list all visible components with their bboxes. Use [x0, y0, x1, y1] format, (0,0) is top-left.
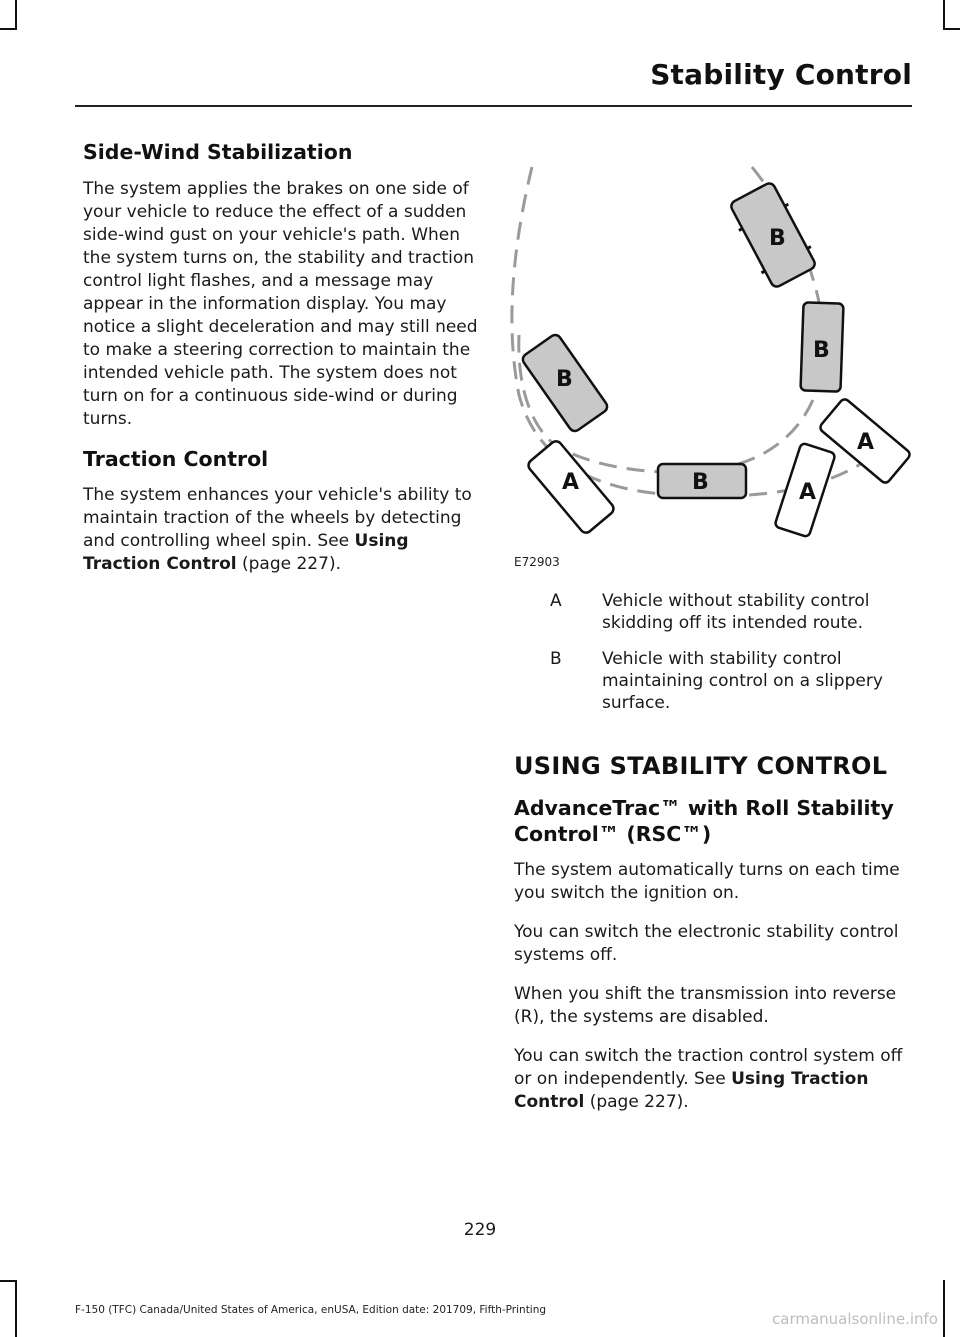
right-column — [514, 590, 914, 1130]
figure-code: E72903 — [514, 555, 560, 569]
page-title: Stability Control — [650, 58, 912, 91]
legend-key-b: B — [550, 649, 562, 669]
label-a-2: A — [799, 480, 817, 505]
crop-mark-top-right-h — [943, 28, 960, 30]
label-b-4: B — [692, 470, 709, 495]
legend-text-a: Vehicle without stability control skidding off its intended route. — [602, 591, 870, 633]
paragraph-4 — [514, 1045, 914, 1114]
advancetrac-heading: AdvanceTrac™ with Roll Stability Control™ (RSC™) — [514, 796, 894, 846]
legend-text-b: Vehicle with stability control maintaining control on a slippery surface. — [602, 649, 883, 713]
traction-link[interactable]: Using Traction Control — [83, 531, 409, 575]
label-b-1: B — [769, 226, 786, 251]
crop-mark-bottom-left-h — [0, 1280, 17, 1282]
crop-mark-top-left-h — [0, 28, 17, 30]
stability-diagram — [505, 155, 915, 575]
label-a-1: A — [562, 470, 580, 495]
crop-mark-top-right-v — [943, 0, 945, 30]
traction-heading: Traction Control — [83, 446, 269, 471]
side-wind-heading: Side-Wind Stabilization — [83, 140, 353, 164]
traction-link-2[interactable]: Using Traction Control — [514, 1069, 869, 1113]
section-heading: USING STABILITY CONTROL — [514, 752, 888, 780]
crop-mark-bottom-right-v — [943, 1280, 945, 1337]
paragraph-2: You can switch the electronic stability control systems off. — [514, 922, 899, 966]
paragraph-4-text: You can switch the traction control system off or on independently. See — [514, 1046, 903, 1090]
left-column — [83, 140, 478, 592]
traction-body-text: The system enhances your vehicle's ability to maintain traction of the wheels by detecting and controlling wheel spin. See — [83, 485, 472, 552]
paragraph-4-ref: (page 227). — [589, 1092, 689, 1113]
page-number: 229 — [463, 1220, 497, 1240]
legend-key-a: A — [550, 591, 562, 611]
traction-page-ref: (page 227). — [242, 554, 341, 575]
watermark: carmanualsonline.info — [772, 1310, 938, 1328]
paragraph-3: When you shift the transmission into reverse (R), the systems are disabled. — [514, 984, 897, 1028]
legend-row-b — [514, 648, 914, 714]
paragraph-1: The system automatically turns on each time you switch the ignition on. — [514, 860, 900, 904]
crop-mark-top-left-v — [15, 0, 17, 30]
label-a-3: A — [857, 430, 875, 455]
label-b-3: B — [556, 367, 573, 392]
legend-row-a — [514, 590, 914, 634]
traction-body — [83, 484, 478, 576]
crop-mark-bottom-left-v — [15, 1280, 17, 1337]
side-wind-body: The system applies the brakes on one side of your vehicle to reduce the effect of a sudden side-wind gust on your vehicle's path. When the system turns on, the stability and traction control light flashes, and a message may appear in the information display. You may notice a slight deceleration and may still need to make a steering correction to maintain the intended vehicle path. The system does not turn on for a continuous side-wind or during turns. — [83, 178, 478, 429]
label-b-2: B — [813, 338, 830, 363]
header-rule — [75, 105, 912, 107]
edition-footer: F-150 (TFC) Canada/United States of America, enUSA, Edition date: 201709, Fifth-Printing — [75, 1304, 547, 1316]
